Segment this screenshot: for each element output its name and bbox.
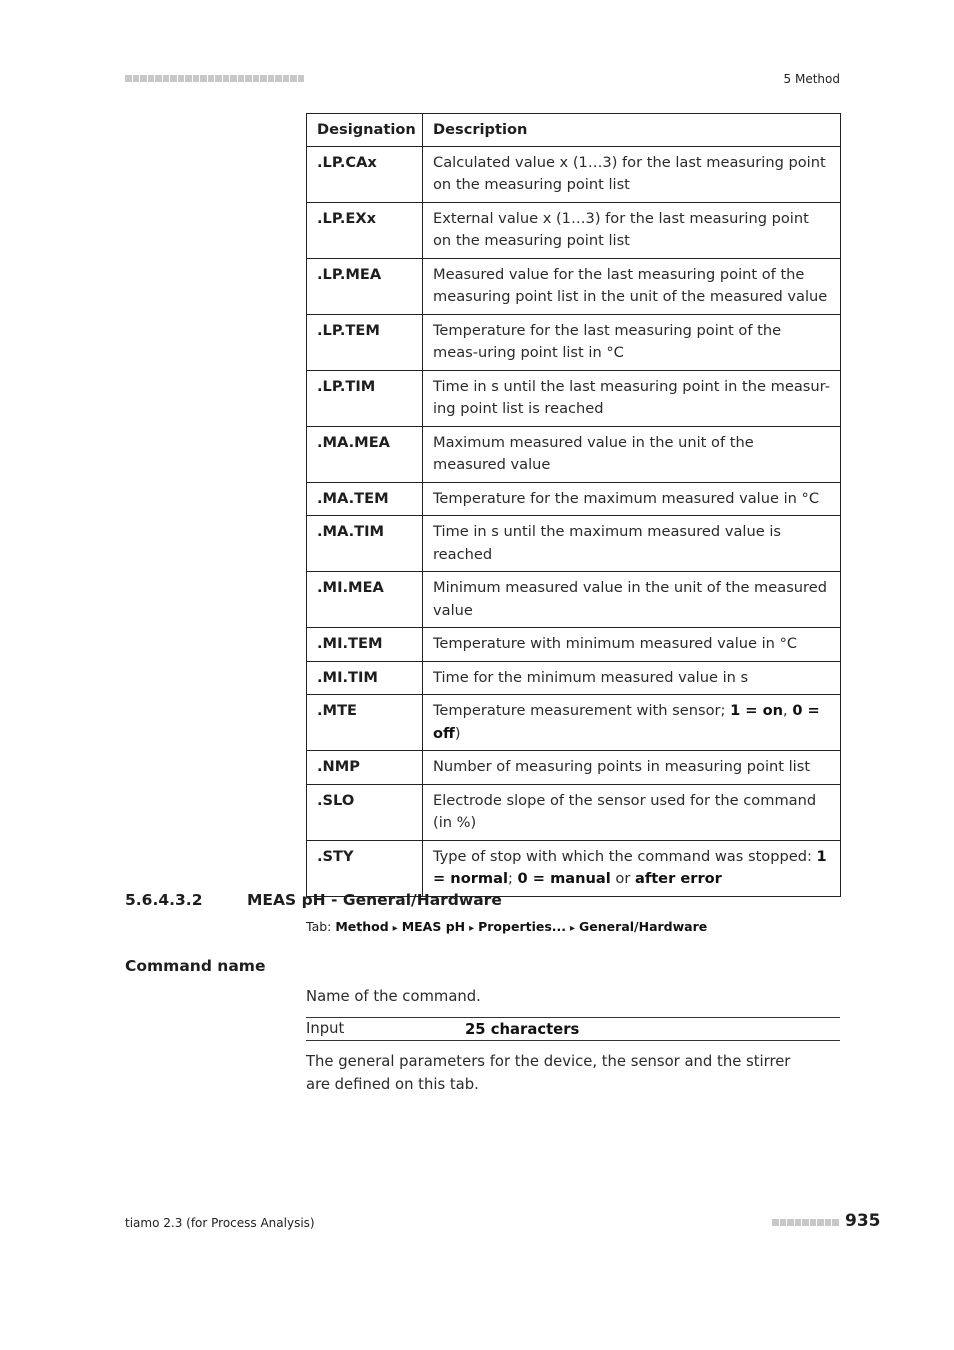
description-cell: Measured value for the last measuring point of the measuring point list in the unit of the measured value xyxy=(423,258,841,314)
designation-cell: .STY xyxy=(307,840,423,896)
decoration-square xyxy=(155,75,162,82)
description-cell: Time in s until the maximum measured value is reached xyxy=(423,516,841,572)
footer-product: tiamo 2.3 (for Process Analysis) xyxy=(125,1216,315,1230)
decoration-square xyxy=(832,1219,839,1226)
column-header-designation: Designation xyxy=(307,114,423,147)
variables-table xyxy=(306,113,841,897)
designation-cell: .MI.TEM xyxy=(307,628,423,662)
description-cell: External value x (1…3) for the last measuring point on the measuring point list xyxy=(423,202,841,258)
designation-cell: .MA.TEM xyxy=(307,482,423,516)
decoration-square xyxy=(200,75,207,82)
description-text: ) xyxy=(454,724,461,742)
decoration-square xyxy=(245,75,252,82)
decoration-square xyxy=(178,75,185,82)
table-row xyxy=(307,370,841,426)
description-cell: Temperature for the last measuring point of the meas-uring point list in °C xyxy=(423,314,841,370)
decoration-square xyxy=(238,75,245,82)
tab-path xyxy=(306,919,707,934)
description-text: Temperature measurement with sensor; xyxy=(433,702,731,719)
table-row xyxy=(307,628,841,662)
description-text: or xyxy=(610,870,635,887)
page-number: 935 xyxy=(845,1211,881,1231)
designation-cell: .SLO xyxy=(307,784,423,840)
table-row xyxy=(307,314,841,370)
description-cell: Maximum measured value in the unit of the measured value xyxy=(423,426,841,482)
table-row xyxy=(307,146,841,202)
decoration-square xyxy=(825,1219,832,1226)
column-header-description: Description xyxy=(423,114,841,147)
description-emphasis: 0 = off xyxy=(433,702,820,742)
decoration-square xyxy=(795,1219,802,1226)
table-row xyxy=(307,572,841,628)
description-text: Type of stop with which the command was stopped: xyxy=(433,847,817,865)
decoration-square xyxy=(780,1219,787,1226)
table-row xyxy=(307,661,841,695)
tab-path-item: General/Hardware xyxy=(579,919,708,934)
decoration-square xyxy=(163,75,170,82)
input-bottom-rule xyxy=(306,1040,840,1041)
table-row xyxy=(307,516,841,572)
path-separator-icon: ▸ xyxy=(570,923,576,934)
closing-paragraph: The general parameters for the device, the sensor and the stirrer are defined on this tab. xyxy=(306,1053,791,1093)
decoration-square xyxy=(140,75,147,82)
path-separator-icon: ▸ xyxy=(469,923,475,934)
decoration-square xyxy=(260,75,267,82)
description-cell: Electrode slope of the sensor used for the command (in %) xyxy=(423,784,841,840)
table-header-row xyxy=(307,114,841,147)
tab-path-item: MEAS pH xyxy=(401,919,466,934)
decoration-square xyxy=(185,75,192,82)
decoration-square xyxy=(125,75,132,82)
designation-cell: .LP.TIM xyxy=(307,370,423,426)
decoration-square xyxy=(208,75,215,82)
section-title: MEAS pH - General/Hardware xyxy=(247,891,502,909)
description-text: ; xyxy=(507,870,518,887)
designation-cell: .MTE xyxy=(307,695,423,751)
table-row xyxy=(307,840,841,896)
decoration-square xyxy=(230,75,237,82)
decoration-square xyxy=(223,75,230,82)
designation-cell: .LP.MEA xyxy=(307,258,423,314)
designation-cell: .LP.CAx xyxy=(307,146,423,202)
designation-cell: .NMP xyxy=(307,751,423,785)
input-label: Input xyxy=(306,1020,345,1037)
description-cell xyxy=(423,840,841,896)
designation-cell: .LP.TEM xyxy=(307,314,423,370)
input-value: 25 characters xyxy=(465,1021,580,1038)
designation-cell: .LP.EXx xyxy=(307,202,423,258)
tab-path-prefix: Tab: xyxy=(306,919,336,934)
tab-path-item: Properties... xyxy=(478,919,567,934)
path-separator-icon: ▸ xyxy=(392,923,398,934)
description-cell: Time in s until the last measuring point in the measur-ing point list is reached xyxy=(423,370,841,426)
header-chapter: 5 Method xyxy=(783,72,840,86)
description-emphasis: 1 = on xyxy=(730,702,784,719)
table-row xyxy=(307,751,841,785)
designation-cell: .MA.TIM xyxy=(307,516,423,572)
decoration-square xyxy=(148,75,155,82)
decoration-square xyxy=(215,75,222,82)
table-row xyxy=(307,258,841,314)
footer-decoration xyxy=(772,1219,839,1226)
decoration-square xyxy=(298,75,305,82)
table-row xyxy=(307,482,841,516)
command-name-text: Name of the command. xyxy=(306,988,481,1005)
decoration-square xyxy=(193,75,200,82)
table-row xyxy=(307,695,841,751)
description-text: , xyxy=(783,702,793,719)
decoration-square xyxy=(810,1219,817,1226)
command-name-heading: Command name xyxy=(125,957,266,975)
description-emphasis: after error xyxy=(635,870,722,887)
designation-cell: .MA.MEA xyxy=(307,426,423,482)
decoration-square xyxy=(802,1219,809,1226)
table-row xyxy=(307,784,841,840)
description-cell: Calculated value x (1…3) for the last measuring point on the measuring point list xyxy=(423,146,841,202)
description-cell: Time for the minimum measured value in s xyxy=(423,661,841,695)
decoration-square xyxy=(283,75,290,82)
decoration-square xyxy=(268,75,275,82)
description-emphasis: 0 = manual xyxy=(517,870,611,887)
section-number: 5.6.4.3.2 xyxy=(125,891,203,909)
description-cell: Number of measuring points in measuring point list xyxy=(423,751,841,785)
description-cell: Temperature with minimum measured value in °C xyxy=(423,628,841,662)
description-cell: Minimum measured value in the unit of the measured value xyxy=(423,572,841,628)
decoration-square xyxy=(133,75,140,82)
decoration-square xyxy=(275,75,282,82)
decoration-square xyxy=(170,75,177,82)
header-decoration xyxy=(125,75,304,82)
tab-path-item: Method xyxy=(335,919,389,934)
designation-cell: .MI.MEA xyxy=(307,572,423,628)
table-row xyxy=(307,426,841,482)
description-cell xyxy=(423,695,841,751)
decoration-square xyxy=(253,75,260,82)
decoration-square xyxy=(787,1219,794,1226)
description-cell: Temperature for the maximum measured value in °C xyxy=(423,482,841,516)
description-emphasis: 1 = normal xyxy=(433,847,827,887)
decoration-square xyxy=(772,1219,779,1226)
decoration-square xyxy=(817,1219,824,1226)
table-row xyxy=(307,202,841,258)
designation-cell: .MI.TIM xyxy=(307,661,423,695)
decoration-square xyxy=(290,75,297,82)
